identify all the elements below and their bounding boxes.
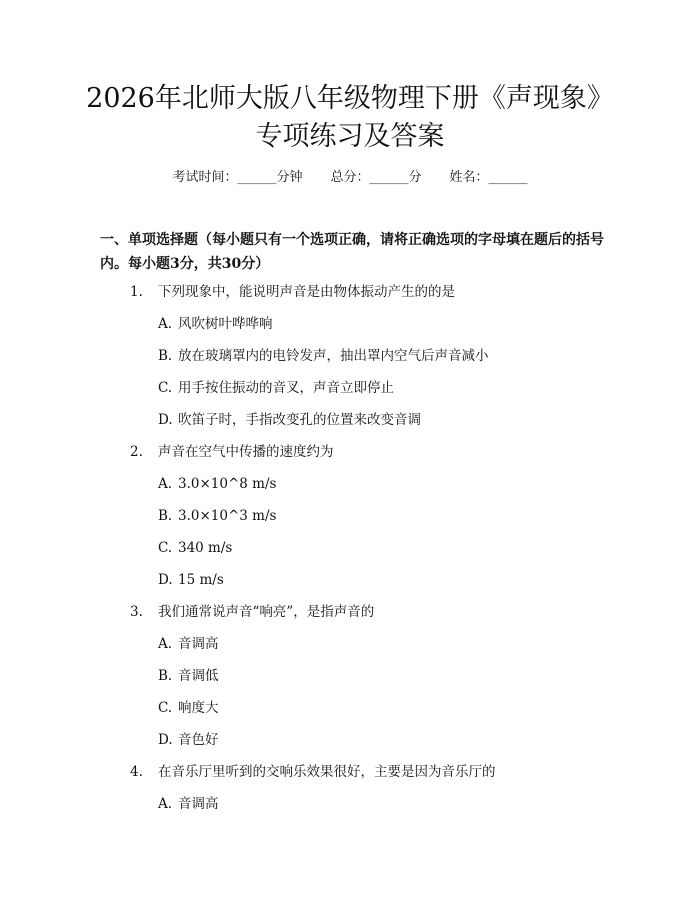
option-text: 音调低 xyxy=(178,668,219,684)
option-letter: A. xyxy=(158,636,173,652)
question-stem xyxy=(130,602,374,622)
option-text: 用手按住振动的音叉，声音立即停止 xyxy=(178,380,394,396)
option-letter: D. xyxy=(158,412,173,428)
question-number: 1. xyxy=(130,284,143,300)
option-text: 音调高 xyxy=(178,636,219,652)
option-text: 15 m/s xyxy=(178,572,224,588)
option-text: 吹笛子时，手指改变孔的位置来改变音调 xyxy=(178,412,421,428)
section-heading-single-choice: 一、单项选择题（每小题只有一个选项正确，请将正确选项的字母填在题后的括号内。每小题3分，共30分） xyxy=(100,232,604,272)
question-stem xyxy=(130,762,496,782)
answer-option xyxy=(158,570,224,590)
answer-option xyxy=(158,506,276,526)
answer-option xyxy=(158,410,421,430)
option-text: 3.0×10^8 m/s xyxy=(178,476,277,492)
option-letter: C. xyxy=(158,540,173,556)
document-title-line-1: 2026年北师大版八年级物理下册《声现象》 xyxy=(86,83,614,114)
option-letter: A. xyxy=(158,316,173,332)
answer-option xyxy=(158,474,276,494)
student-name-field: 姓名：______ xyxy=(449,170,528,185)
option-letter: D. xyxy=(158,732,173,748)
document-title-line-2: 专项练习及答案 xyxy=(255,121,445,152)
total-score-field: 总分：______分 xyxy=(330,170,422,185)
answer-option xyxy=(158,346,489,366)
option-text: 响度大 xyxy=(178,700,219,716)
answer-option xyxy=(158,538,232,558)
option-text: 340 m/s xyxy=(178,540,233,556)
exam-meta-line xyxy=(0,168,700,188)
option-letter: C. xyxy=(158,380,173,396)
option-letter: B. xyxy=(158,668,173,684)
option-text: 放在玻璃罩内的电铃发声，抽出罩内空气后声音减小 xyxy=(178,348,489,364)
option-text: 音色好 xyxy=(178,732,219,748)
answer-option xyxy=(158,666,219,686)
option-letter: B. xyxy=(158,508,173,524)
question-number: 3. xyxy=(130,604,143,620)
question-text: 在音乐厅里听到的交响乐效果很好，主要是因为音乐厅的 xyxy=(158,764,496,780)
option-letter: D. xyxy=(158,572,173,588)
answer-option xyxy=(158,634,219,654)
option-letter: B. xyxy=(158,348,173,364)
option-letter: A. xyxy=(158,796,173,812)
option-letter: A. xyxy=(158,476,173,492)
option-text: 风吹树叶哗哗响 xyxy=(178,316,273,332)
exam-time-field: 考试时间：______分钟 xyxy=(172,170,303,185)
option-letter: C. xyxy=(158,700,173,716)
question-stem xyxy=(130,442,334,462)
question-text: 声音在空气中传播的速度约为 xyxy=(158,444,334,460)
answer-option xyxy=(158,378,394,398)
answer-option xyxy=(158,794,219,814)
option-text: 音调高 xyxy=(178,796,219,812)
answer-option xyxy=(158,698,219,718)
question-text: 下列现象中，能说明声音是由物体振动产生的的是 xyxy=(158,284,455,300)
question-number: 2. xyxy=(130,444,143,460)
question-number: 4. xyxy=(130,764,143,780)
question-stem xyxy=(130,282,455,302)
answer-option xyxy=(158,314,273,334)
question-text: 我们通常说声音“响亮”，是指声音的 xyxy=(158,604,375,620)
option-text: 3.0×10^3 m/s xyxy=(178,508,277,524)
answer-option xyxy=(158,730,219,750)
